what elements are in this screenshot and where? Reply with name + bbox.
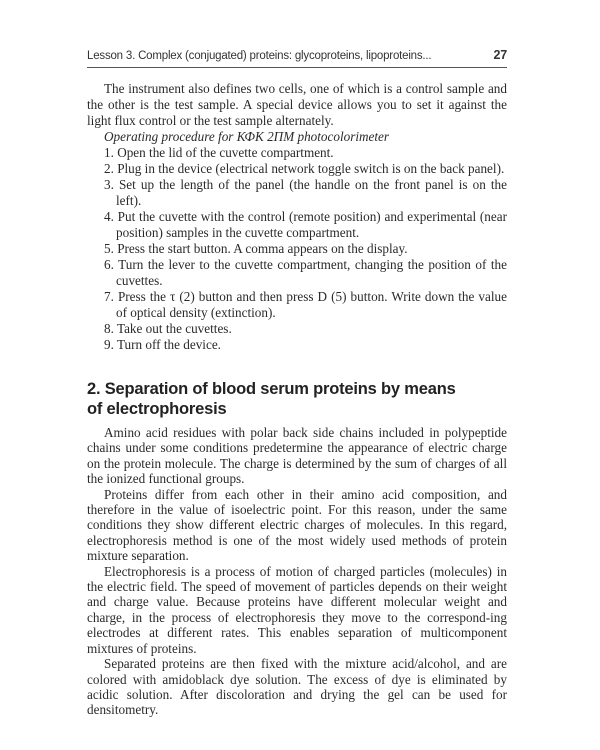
list-item: 8. Take out the cuvettes.	[104, 321, 232, 336]
list-item: 5. Press the start button. A comma appears on the display.	[104, 241, 408, 256]
list-item: 9. Turn off the device.	[104, 337, 221, 352]
document-page	[87, 48, 507, 718]
running-title: Lesson 3. Complex (conjugated) proteins: glycoproteins, lipoproteins...	[87, 50, 432, 62]
running-header	[87, 48, 507, 68]
list-item: 1. Open the lid of the cuvette compartment.	[104, 145, 334, 160]
body-text	[87, 81, 507, 718]
page-number: 27	[493, 48, 507, 62]
section-heading-line1: 2. Separation of blood serum proteins by means	[87, 380, 456, 398]
section-body	[87, 425, 507, 718]
list-item: 6. Turn the lever to the cuvette compartment, changing the position of the cuvettes.	[104, 257, 507, 288]
paragraph: Electrophoresis is a process of motion of charged particles (molecules) in the electric field. The speed of movement of particles depends on their weight and charge value. Because proteins have different molecular weight and charge, in the process of electrophoresis they move to the correspond-ing electrodes at different rates. This enables separation of multicomponent mixtures of proteins.	[87, 563, 507, 656]
procedure-list	[87, 145, 507, 353]
list-item: 4. Put the cuvette with the control (remote position) and experimental (near position) samples in the cuvette compartment.	[104, 209, 507, 240]
list-item: 3. Set up the length of the panel (the handle on the front panel is on the left).	[104, 177, 507, 208]
intro-paragraph: The instrument also defines two cells, one of which is a control sample and the other is the test sample. A special device allows you to set it against the light flux control or the test sample alternately.	[87, 81, 507, 128]
procedure-title: Operating procedure for КФК 2ПМ photocolorimeter	[104, 129, 390, 144]
section-heading	[87, 379, 507, 419]
paragraph: Proteins differ from each other in their amino acid composition, and therefore in the value of isoelectric point. For this reason, under the same conditions they show different electric charges of molecules. In this regard, electrophoresis method is one of the most widely used methods of protein mixture separation.	[87, 486, 507, 564]
paragraph: Separated proteins are then fixed with the mixture acid/alcohol, and are colored with amidoblack dye solution. The excess of dye is eliminated by acidic solution. After discoloration and drying the gel can be used for densitometry.	[87, 656, 507, 718]
list-item: 2. Plug in the device (electrical network toggle switch is on the back panel).	[104, 161, 505, 176]
list-item: 7. Press the τ (2) button and then press D (5) button. Write down the value of optical density (extinction).	[104, 289, 507, 320]
section-heading-line2: of electrophoresis	[87, 400, 227, 418]
paragraph: Amino acid residues with polar back side chains included in polypeptide chains under some conditions predetermine the appearance of electric charge on the protein molecule. The charge is determined by the sum of charges of all the ionized functional groups.	[87, 425, 507, 487]
